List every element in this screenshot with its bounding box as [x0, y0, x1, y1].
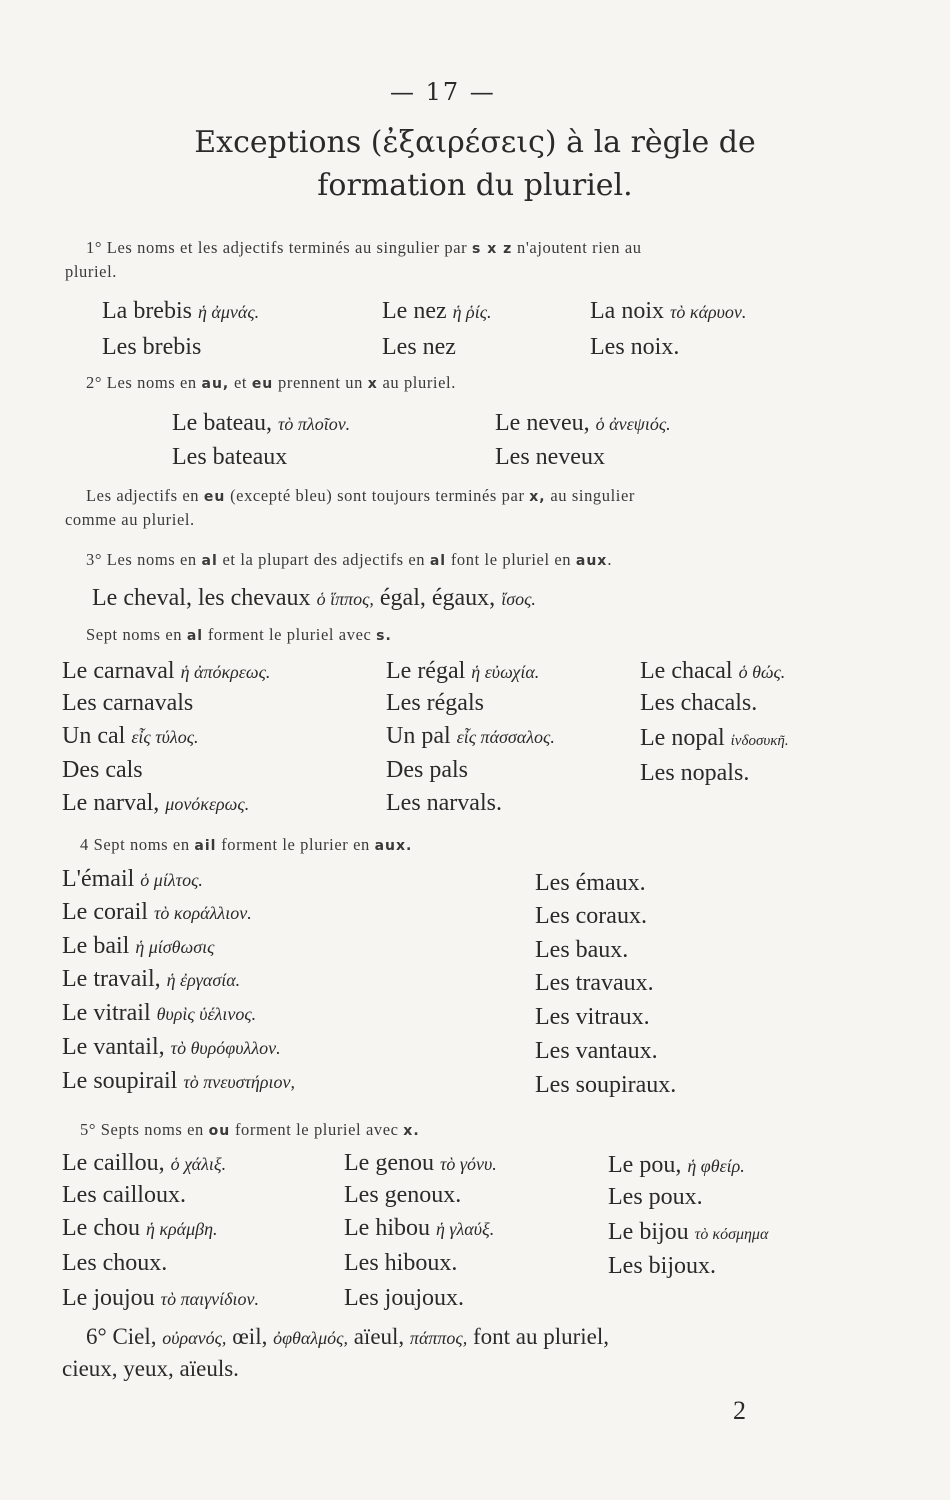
ou-col1-row4: Le joujou τὸ παιγνίδιον.: [62, 1285, 260, 1311]
ail-col2-row1: Les coraux.: [535, 903, 647, 929]
al-col2-row3: Des pals: [386, 757, 468, 783]
ail-col1-row4: Le vitrail θυρὶς ὑέλινος.: [62, 1000, 257, 1026]
rule3: 3° Les noms en al et la plupart des adjectifs en al font le pluriel en aux.: [86, 550, 613, 569]
ail-col1-row0: L'émail ὁ μίλτος.: [62, 866, 203, 892]
ail-col2-row2: Les baux.: [535, 937, 629, 963]
ou-col2-row2: Le hibou ἡ γλαύξ.: [344, 1215, 495, 1241]
ou-col3-row0: Le pou, ἡ φθείρ.: [608, 1152, 745, 1178]
al-col1-row0: Le carnaval ἡ ἀπόκρεως.: [62, 658, 271, 684]
al-col3-row3: Les nopals.: [640, 760, 750, 786]
example-brebis: La brebis ἡ ἀμνάς.: [102, 298, 260, 324]
ou-col2-row0: Le genou τὸ γόνυ.: [344, 1150, 497, 1176]
ail-col2-row4: Les vitraux.: [535, 1004, 650, 1030]
rule5: 5° Septs noms en ou forment le pluriel avec x.: [80, 1120, 420, 1139]
ou-col1-row3: Les choux.: [62, 1250, 168, 1276]
al-col1-row1: Les carnavals: [62, 690, 194, 716]
example-nez: Le nez ἡ ῥίς.: [382, 298, 492, 324]
example-nez-plural: Les nez: [382, 334, 456, 360]
ou-col3-row1: Les poux.: [608, 1184, 703, 1210]
ail-col1-row5: Le vantail, τὸ θυρόφυλλον.: [62, 1034, 281, 1060]
example-brebis-plural: Les brebis: [102, 334, 202, 360]
example-cheval: Le cheval, les chevaux ὁ ἵππος, égal, égaux, ἴσος.: [92, 585, 536, 611]
signature-mark: 2: [733, 1396, 746, 1425]
page-title-line2: formation du pluriel.: [317, 168, 633, 203]
al-col3-row1: Les chacals.: [640, 690, 758, 716]
ail-col2-row6: Les soupiraux.: [535, 1072, 677, 1098]
ou-col2-row3: Les hiboux.: [344, 1250, 458, 1276]
page-title-line1: Exceptions (ἐξαιρέσεις) à la règle de: [194, 125, 756, 160]
example-neveu-plural: Les neveux: [495, 444, 605, 470]
ail-col2-row5: Les vantaux.: [535, 1038, 658, 1064]
example-bateau-plural: Les bateaux: [172, 444, 288, 470]
rule4: 4 Sept noms en ail forment le plurier en aux.: [80, 835, 413, 854]
ou-col3-row2: Le bijou τὸ κόσμημα: [608, 1219, 769, 1245]
al-col3-row2: Le nopal ἰνδοσυκῆ.: [640, 725, 789, 751]
rule6-line1: 6° Ciel, οὐρανός, œil, ὀφθαλμός, aïeul, πάππος, font au pluriel,: [86, 1324, 610, 1349]
al-col2-row2: Un pal εἶς πάσσαλος.: [386, 723, 555, 749]
al-col2-row4: Les narvals.: [386, 790, 502, 816]
ou-col1-row1: Les cailloux.: [62, 1182, 186, 1208]
al-col1-row3: Des cals: [62, 757, 143, 783]
ail-col2-row0: Les émaux.: [535, 870, 646, 896]
adjective-note-line1: Les adjectifs en eu (excepté bleu) sont toujours terminés par x, au singulier: [86, 486, 636, 505]
ou-col2-row1: Les genoux.: [344, 1182, 462, 1208]
example-bateau: Le bateau, τὸ πλοῖον.: [172, 410, 351, 436]
page-number: — 17 —: [390, 78, 496, 106]
rule1-line1: 1° Les noms et les adjectifs terminés au singulier par s x z n'ajoutent rien au: [86, 238, 642, 257]
example-noix: La noix τὸ κάρυον.: [590, 298, 747, 324]
ail-col1-row3: Le travail, ἡ ἐργασία.: [62, 966, 241, 992]
example-neveu: Le neveu, ὁ ἀνεψιός.: [495, 410, 671, 436]
adjective-note-line2: comme au pluriel.: [65, 510, 195, 529]
al-col1-row4: Le narval, μονόκερως.: [62, 790, 250, 816]
ou-col1-row0: Le caillou, ὁ χάλιξ.: [62, 1150, 227, 1176]
ou-col3-row3: Les bijoux.: [608, 1253, 716, 1279]
ail-col2-row3: Les travaux.: [535, 970, 654, 996]
ail-col1-row2: Le bail ἡ μίσθωσις: [62, 933, 215, 959]
al-col3-row0: Le chacal ὁ θώς.: [640, 658, 786, 684]
rule1-line2: pluriel.: [65, 262, 117, 281]
al-col2-row1: Les régals: [386, 690, 484, 716]
rule6-line2: cieux, yeux, aïeuls.: [62, 1356, 239, 1381]
al-col1-row2: Un cal εἶς τύλος.: [62, 723, 199, 749]
ou-col2-row4: Les joujoux.: [344, 1285, 464, 1311]
ou-col1-row2: Le chou ἡ κράμβη.: [62, 1215, 218, 1241]
al-col2-row0: Le régal ἡ εὐωχία.: [386, 658, 540, 684]
ail-col1-row1: Le corail τὸ κοράλλιον.: [62, 899, 252, 925]
example-noix-plural: Les noix.: [590, 334, 680, 360]
rule2: 2° Les noms en au, et eu prennent un x au pluriel.: [86, 373, 456, 392]
ail-col1-row6: Le soupirail τὸ πνευστήριον,: [62, 1068, 295, 1094]
sept-al-note: Sept noms en al forment le pluriel avec s.: [86, 625, 392, 644]
